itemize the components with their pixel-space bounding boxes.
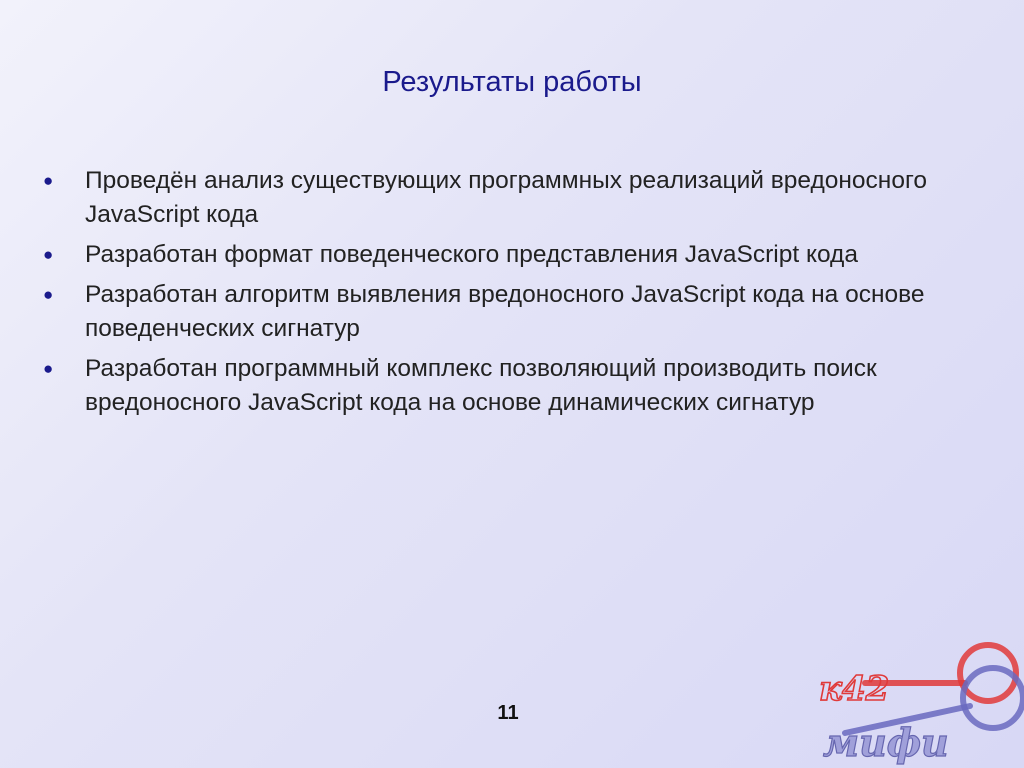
bullet-icon: ● xyxy=(43,359,54,378)
bullet-icon: ● xyxy=(43,171,54,190)
svg-text:мифи: мифи xyxy=(823,720,949,765)
list-item xyxy=(40,278,990,346)
bullet-list xyxy=(40,164,990,426)
bullet-icon: ● xyxy=(43,245,54,264)
bullet-text: Проведён анализ существующих программных реализаций вредоносного JavaScript кода xyxy=(85,167,927,228)
page-number: 11 xyxy=(497,702,519,724)
bullet-icon: ● xyxy=(43,285,54,304)
svg-text:к42: к42 xyxy=(819,669,890,709)
bullet-text: Разработан программный комплекс позволяющий производить поиск вредоносного JavaScript кода на основе динамических сигнатур xyxy=(85,355,877,416)
slide-title: Результаты работы xyxy=(382,66,642,98)
list-item xyxy=(40,238,990,272)
list-item xyxy=(40,164,990,232)
bullet-text: Разработан формат поведенческого представления JavaScript кода xyxy=(85,241,858,268)
list-item xyxy=(40,352,990,420)
bullet-text: Разработан алгоритм выявления вредоносного JavaScript кода на основе поведенческих сигнатур xyxy=(85,281,925,342)
logo-k42-mifi-icon xyxy=(805,638,1024,768)
